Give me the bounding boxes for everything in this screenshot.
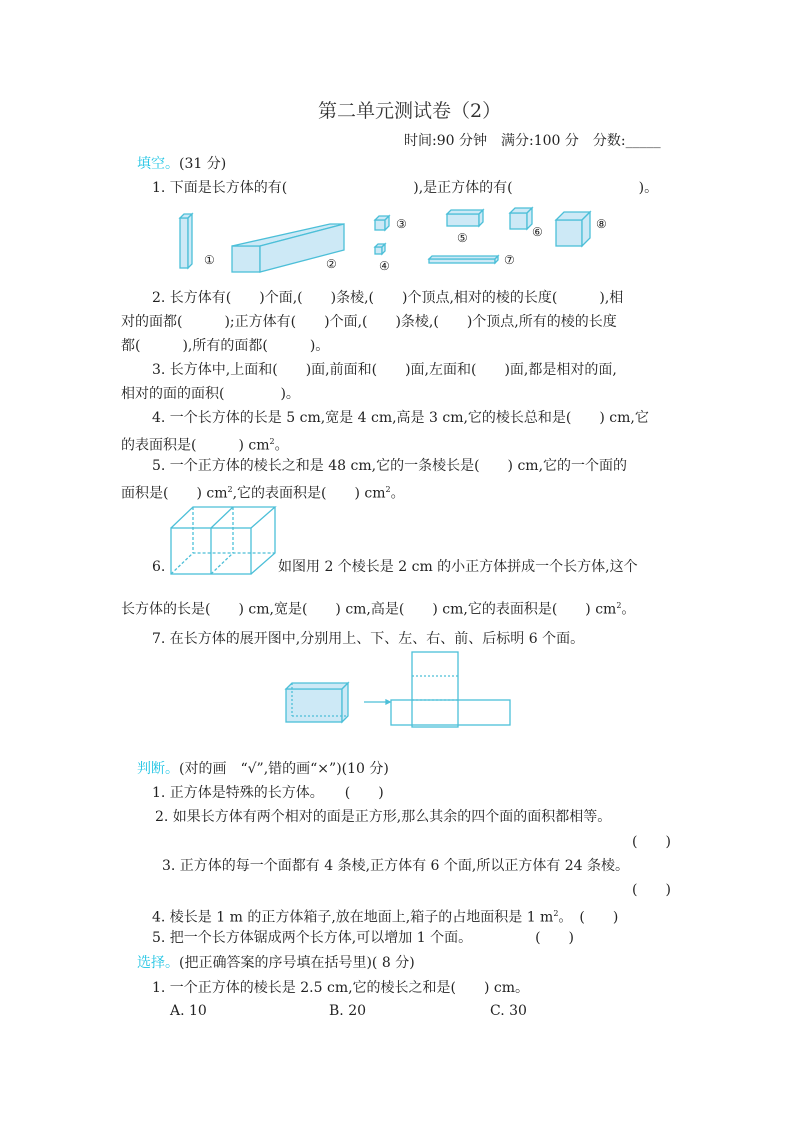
q4-text: 的表面积是( ) cm	[121, 437, 270, 454]
figure-label: ⑤	[457, 231, 468, 245]
two-cubes-figure	[168, 505, 280, 577]
section-choice	[137, 954, 415, 972]
answer-paren: ( )	[632, 834, 671, 850]
option-c: C. 30	[490, 1003, 527, 1019]
question-1: 1. 下面是长方体的有( ),是正方体的有( )。	[152, 180, 659, 196]
sup: 2	[227, 485, 233, 494]
exam-meta: 时间:90 分钟 满分:100 分 分数:_____	[404, 133, 661, 149]
q5-text: 面积是( ) cm	[121, 485, 228, 502]
question-6: 如图用 2 个棱长是 2 cm 的小正方体拼成一个长方体,这个	[278, 559, 638, 575]
end: 。	[390, 485, 405, 502]
cuboid-figures	[170, 200, 650, 280]
end: 。	[621, 601, 636, 618]
section-heading-choice: 选择。	[137, 955, 179, 971]
judge-item: 2. 如果长方体有两个相对的面是正方形,那么其余的四个面的面积都相等。	[155, 809, 612, 825]
choice-question: 1. 一个正方体的棱长是 2.5 cm,它的棱长之和是( ) cm。	[152, 980, 530, 996]
sup: 2	[385, 485, 391, 494]
sup: 2	[269, 437, 275, 446]
section-heading-fill: 填空。	[137, 156, 179, 172]
question-3-cont: 相对的面的面积( )。	[121, 386, 300, 402]
q5-text: ,它的表面积是( ) cm	[232, 485, 386, 502]
figure-label: ②	[326, 257, 337, 271]
judge-item: 5. 把一个长方体锯成两个长方体,可以增加 1 个面。 ( )	[152, 930, 574, 946]
section-heading-judge: 判断。	[137, 761, 179, 777]
question-4: 4. 一个长方体的长是 5 cm,宽是 4 cm,高是 3 cm,它的棱长总和是( ) cm,它	[152, 410, 649, 426]
question-5-cont	[121, 481, 405, 503]
section-note: (把正确答案的序号填在括号里)( 8 分)	[179, 955, 415, 971]
cuboid-net-figure	[280, 650, 515, 730]
question-3: 3. 长方体中,上面和( )面,前面和( )面,左面和( )面,都是相对的面,	[152, 362, 617, 378]
end: 。	[274, 437, 289, 454]
question-4-cont	[121, 433, 289, 455]
figure-label: ⑥	[532, 225, 543, 239]
sup: 2	[616, 601, 622, 610]
question-2: 2. 长方体有( )个面,( )条棱,( )个顶点,相对的棱的长度( ),相	[152, 290, 624, 306]
figure-label: ⑦	[504, 253, 515, 267]
figure-label: ⑧	[596, 217, 607, 231]
question-5: 5. 一个正方体的棱长之和是 48 cm,它的一条棱长是( ) cm,它的一个面的	[152, 458, 628, 474]
figure-label: ①	[204, 253, 215, 267]
judge-item	[152, 905, 618, 927]
answer-paren: ( )	[632, 882, 671, 898]
figure-label: ④	[379, 259, 390, 273]
judge-item: 3. 正方体的每一个面都有 4 条棱,正方体有 6 个面,所以正方体有 24 条棱。	[162, 858, 630, 874]
question-6-number: 6.	[152, 559, 166, 575]
question-2-cont: 都( ),所有的面都( )。	[121, 338, 330, 354]
judge-text: 4. 棱长是 1 m 的正方体箱子,放在地面上,箱子的占地面积是 1 m	[152, 909, 554, 926]
section-judge	[137, 760, 389, 778]
figure-label: ③	[396, 217, 407, 231]
section-score: (31 分)	[179, 156, 227, 172]
question-7: 7. 在长方体的展开图中,分别用上、下、左、右、前、后标明 6 个面。	[152, 631, 585, 647]
question-2-cont: 对的面都( );正方体有( )个面,( )条棱,( )个顶点,所有的棱的长度	[121, 314, 617, 330]
page-title: 第二单元测试卷（2）	[318, 100, 502, 122]
section-note: (对的画 “√”,错的画“×”)(10 分)	[179, 761, 389, 777]
option-a: A. 10	[170, 1003, 207, 1019]
q6-text: 长方体的长是( ) cm,宽是( ) cm,高是( ) cm,它的表面积是( ) cm	[121, 601, 617, 618]
option-b: B. 20	[329, 1003, 367, 1019]
judge-text: 。 ( )	[558, 909, 619, 926]
question-6-cont	[121, 597, 635, 619]
sup: 2	[553, 909, 559, 918]
judge-item: 1. 正方体是特殊的长方体。 ( )	[152, 785, 384, 801]
